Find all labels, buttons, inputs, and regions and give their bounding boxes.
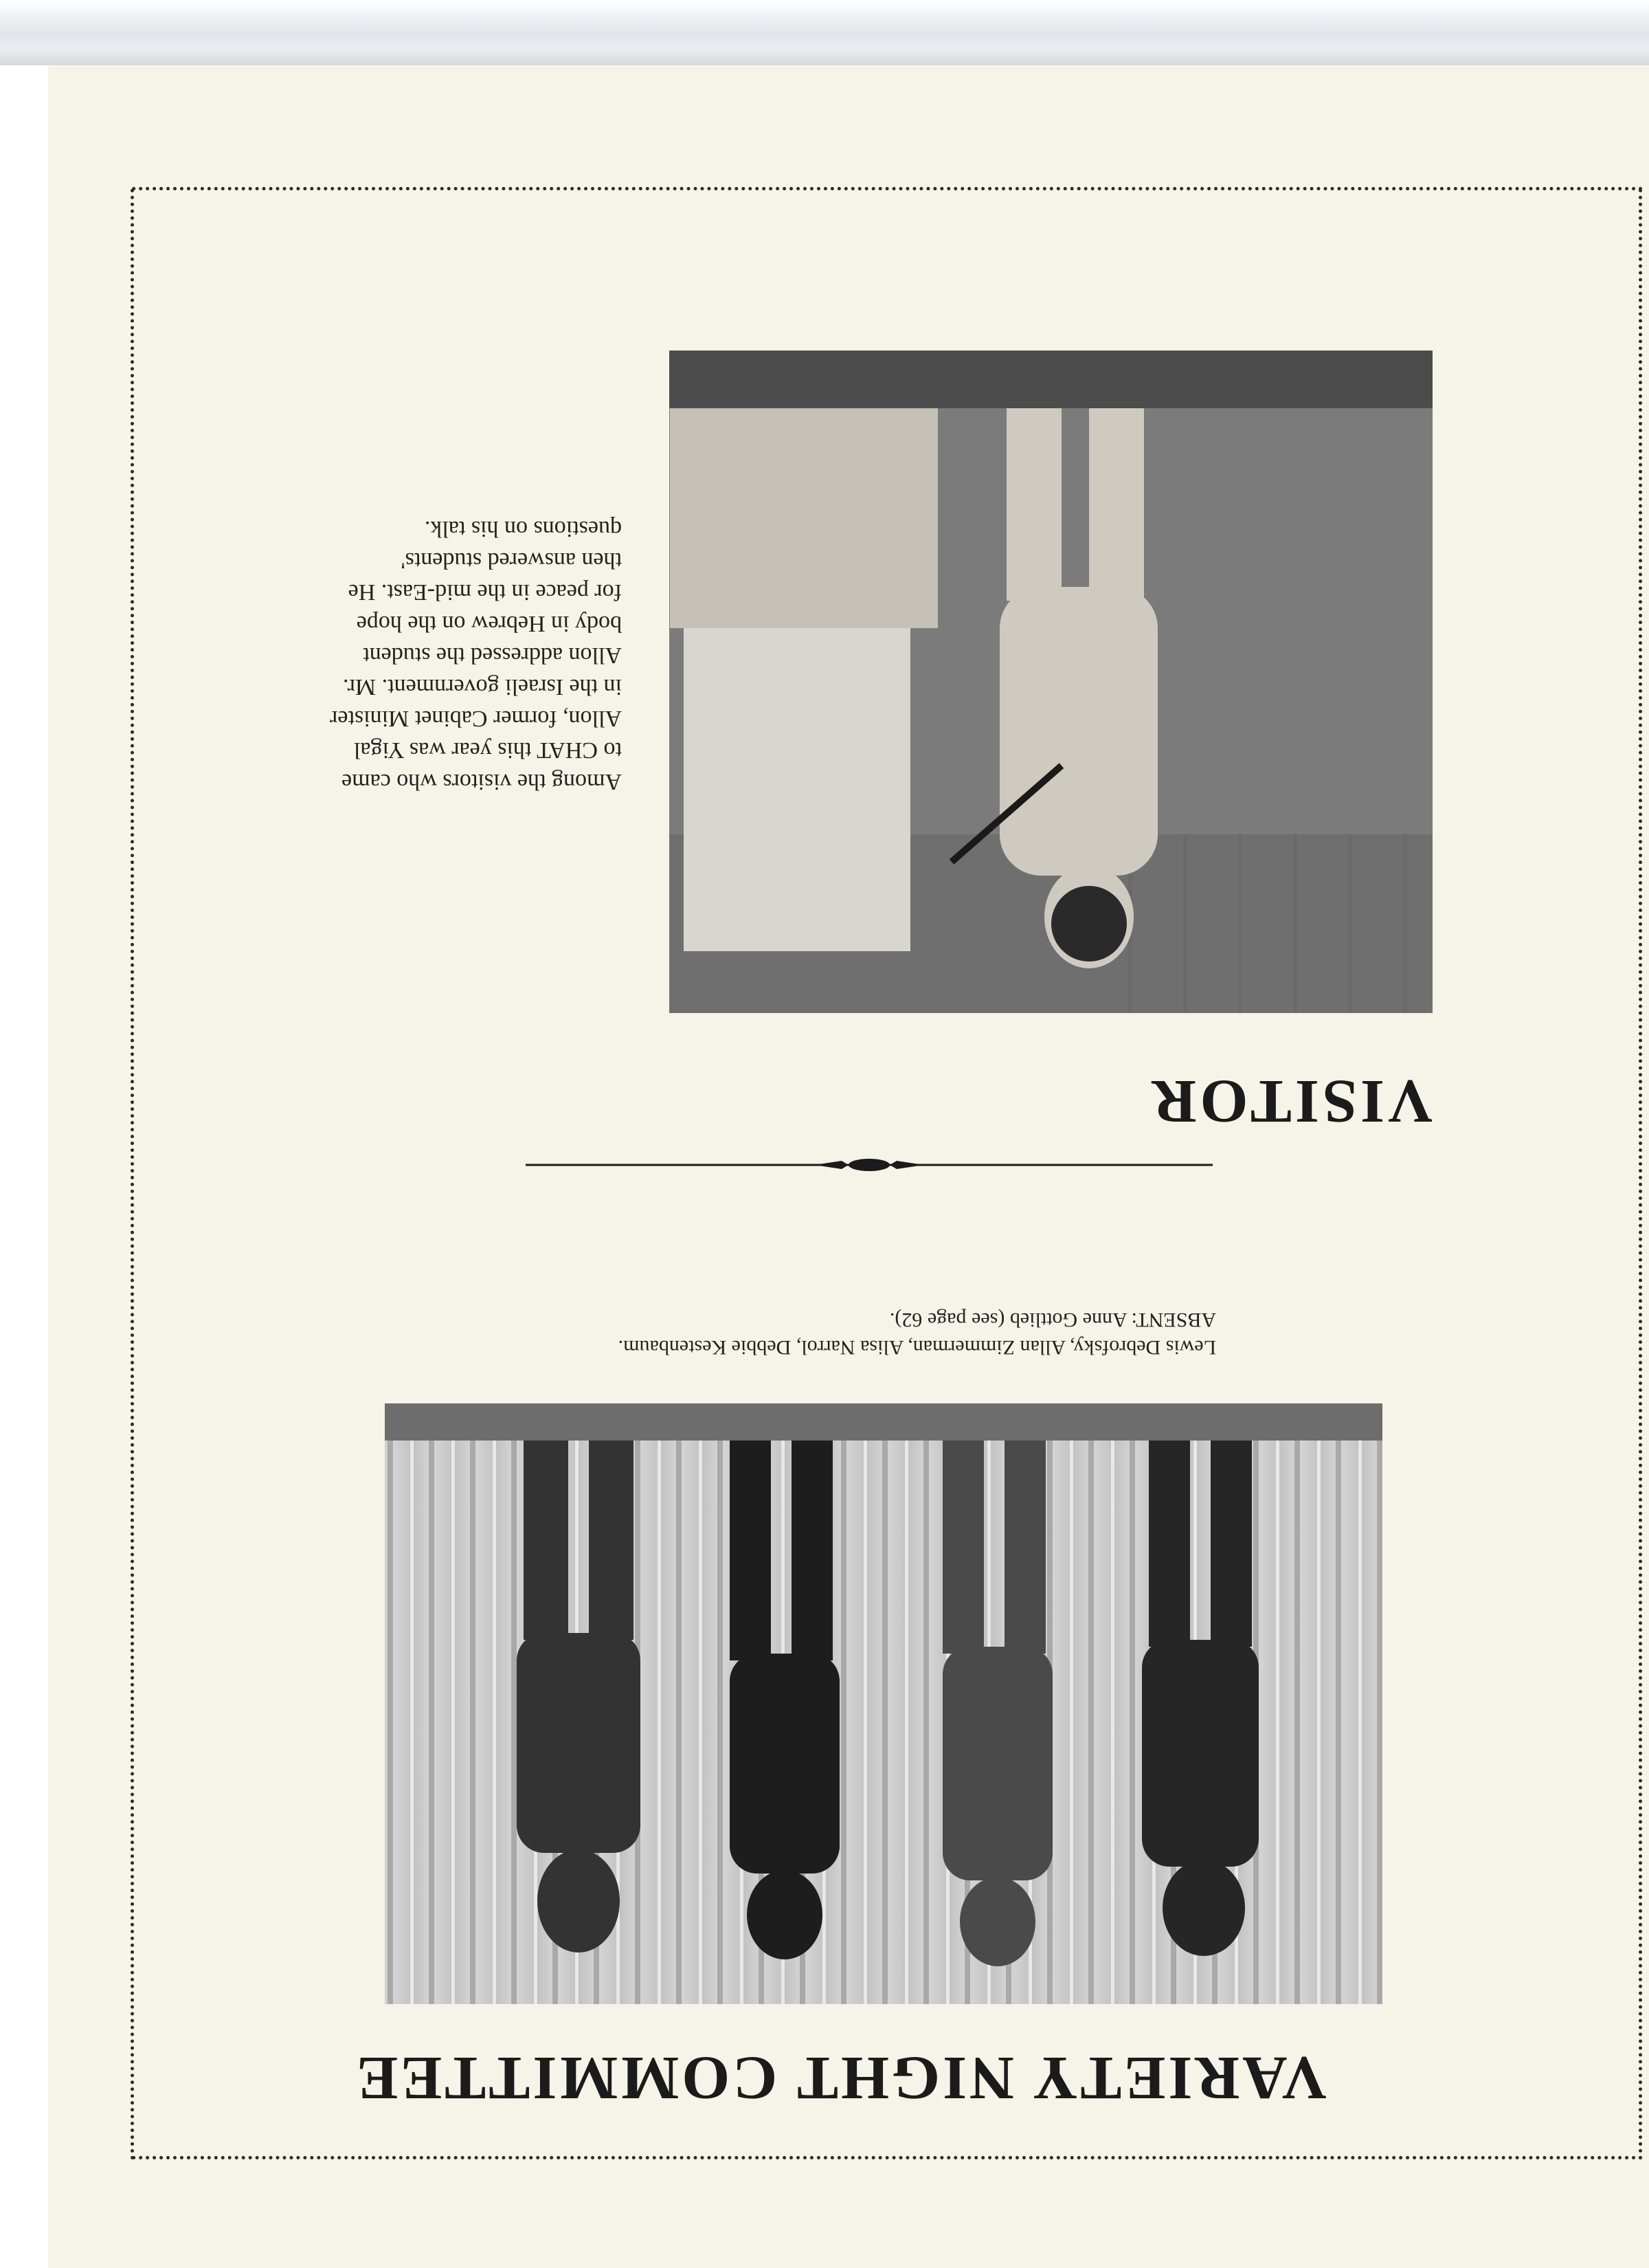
committee-title: VARIETY NIGHT COMMITTEE <box>354 2044 1327 2112</box>
committee-caption-names: Lewis Debrofsky, Allan Zimmerman, Alisa Narrol, Debbie Kestenbaum. <box>618 1336 1216 1359</box>
committee-photo-image <box>385 1403 1382 2004</box>
visitor-line: to CHAT this year was Yigal <box>353 737 622 763</box>
committee-caption <box>254 1306 1216 1361</box>
visitor-line: in the Israeli government. Mr. <box>342 674 622 700</box>
visitor-line: for peace in the mid-East. He <box>348 579 622 605</box>
visitor-line: Allon, former Cabinet Minister <box>330 706 622 731</box>
committee-caption-absent: ABSENT: Anne Gottlieb (see page 62). <box>889 1309 1216 1331</box>
visitor-title: VISITOR <box>1148 1067 1433 1135</box>
divider-ornament <box>526 1144 1213 1186</box>
visitor-paragraph <box>265 513 622 797</box>
visitor-photo <box>669 351 1433 1013</box>
visitor-line: questions on his talk. <box>424 516 622 542</box>
visitor-line: Allon addressed the student <box>363 643 622 668</box>
visitor-line: body in Hebrew on the hope <box>356 611 622 636</box>
visitor-line: then answered students' <box>401 548 622 573</box>
visitor-line: Among the visitors who came <box>341 769 622 794</box>
committee-photo <box>385 1403 1382 2004</box>
visitor-photo-image <box>669 351 1433 1013</box>
